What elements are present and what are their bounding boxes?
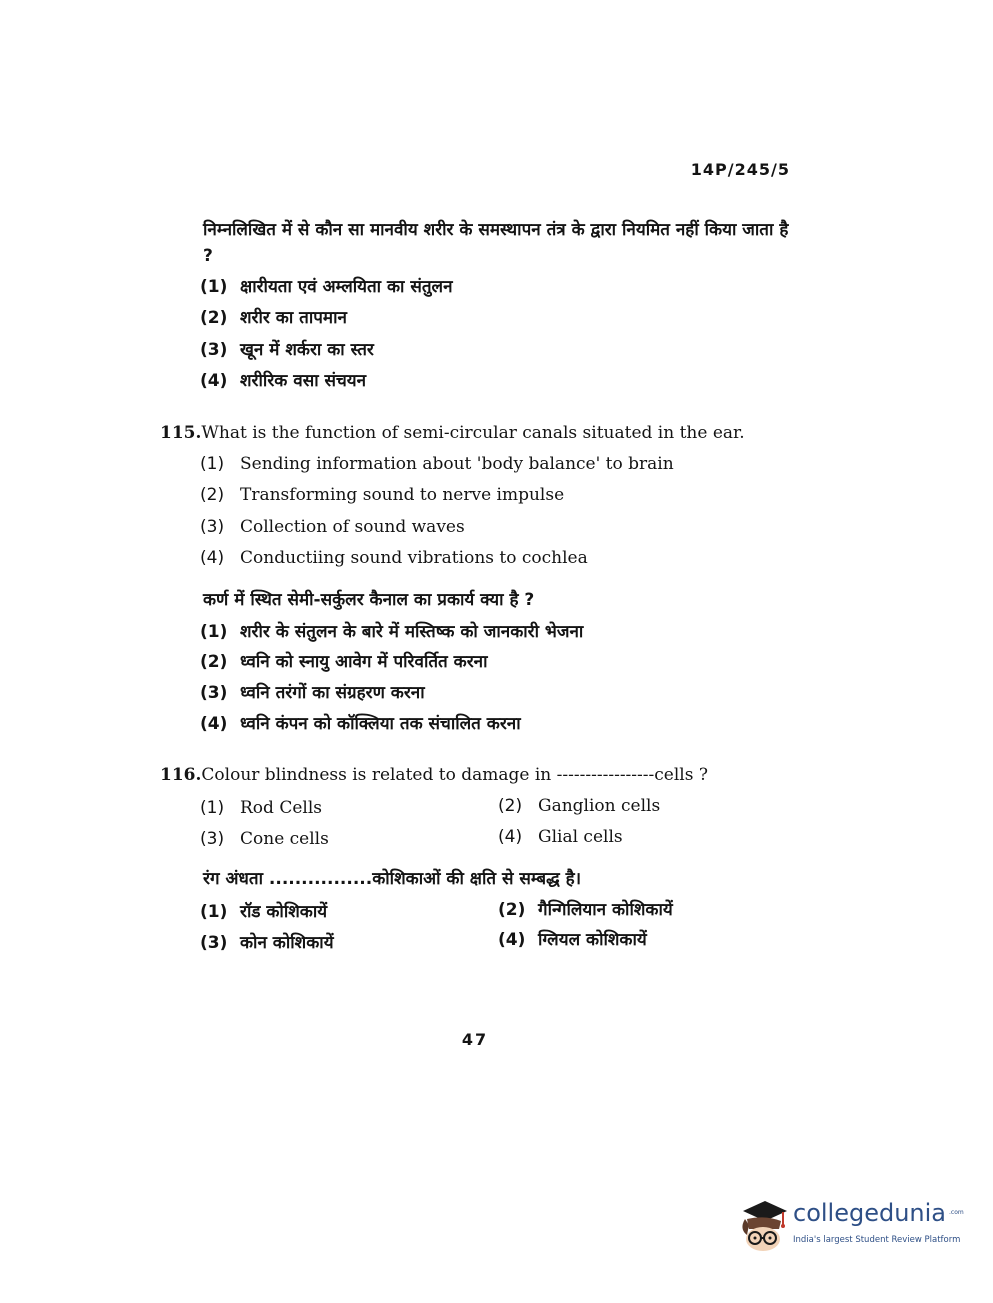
question-116-hindi-stem: रंग अंधता ................कोशिकाओं की क्षति से सम्बद्ध है। bbox=[203, 869, 582, 889]
q114-hi-option-1: (1) क्षारीयता एवं अम्लयिता का संतुलन bbox=[200, 277, 453, 297]
q115-hi-option-1: (1) शरीर के संतुलन के बारे में मस्तिष्क को जानकारी भेजना bbox=[200, 622, 584, 642]
q116-option-1: (1) Rod Cells bbox=[200, 798, 322, 818]
q115-option-2: (2) Transforming sound to nerve impulse bbox=[200, 485, 565, 505]
q116-hi-option-4: (4) ग्लियल कोशिकायें bbox=[498, 930, 647, 950]
question-text: Colour blindness is related to damage in -----------------cells ? bbox=[201, 765, 708, 785]
question-115-hindi-stem: कर्ण में स्थित सेमी-सर्कुलर कैनाल का प्रकार्य क्या है ? bbox=[203, 590, 535, 610]
q115-option-3: (3) Collection of sound waves bbox=[200, 517, 465, 537]
mascot-icon bbox=[735, 1195, 793, 1255]
q115-option-4: (4) Conductiing sound vibrations to cochlea bbox=[200, 548, 588, 568]
logo-wordmark: collegedunia bbox=[793, 1199, 947, 1227]
q115-hi-option-4: (4) ध्वनि कंपन को कॉक्लिया तक संचालित करना bbox=[200, 714, 521, 734]
q116-option-3: (3) Cone cells bbox=[200, 829, 329, 849]
collegedunia-logo bbox=[735, 1195, 965, 1255]
q114-hi-option-3: (3) खून में शर्करा का स्तर bbox=[200, 340, 374, 360]
q116-hi-option-2: (2) गैन्गिलियान कोशिकायें bbox=[498, 900, 673, 920]
logo-suffix: .com bbox=[949, 1209, 964, 1216]
question-text: What is the function of semi-circular canals situated in the ear. bbox=[201, 423, 745, 443]
q116-hi-option-3: (3) कोन कोशिकायें bbox=[200, 933, 334, 953]
q116-hi-option-1: (1) रॉड कोशिकायें bbox=[200, 902, 328, 922]
q116-option-4: (4) Glial cells bbox=[498, 827, 623, 847]
q114-hi-option-2: (2) शरीर का तापमान bbox=[200, 308, 347, 328]
q115-hi-option-3: (3) ध्वनि तरंगों का संग्रहरण करना bbox=[200, 683, 425, 703]
question-114-hindi-stem: निम्नलिखित में से कौन सा मानवीय शरीर के समस्थापन तंत्र के द्वारा नियमित नहीं किया जाता है ? bbox=[203, 220, 789, 266]
logo-tagline: India's largest Student Review Platform bbox=[793, 1235, 961, 1245]
question-number: 115. bbox=[160, 423, 202, 443]
q115-hi-option-2: (2) ध्वनि को स्नायु आवेग में परिवर्तित करना bbox=[200, 652, 488, 672]
question-number: 116. bbox=[160, 765, 202, 785]
question-115 bbox=[160, 421, 800, 445]
q114-hi-option-4: (4) शरीरिक वसा संचयन bbox=[200, 371, 367, 391]
paper-code: 14P/245/5 bbox=[690, 160, 790, 179]
q116-option-2: (2) Ganglion cells bbox=[498, 796, 661, 816]
question-116 bbox=[160, 763, 800, 787]
q115-option-1: (1) Sending information about 'body balance' to brain bbox=[200, 454, 674, 474]
page-number: 47 bbox=[461, 1030, 489, 1049]
